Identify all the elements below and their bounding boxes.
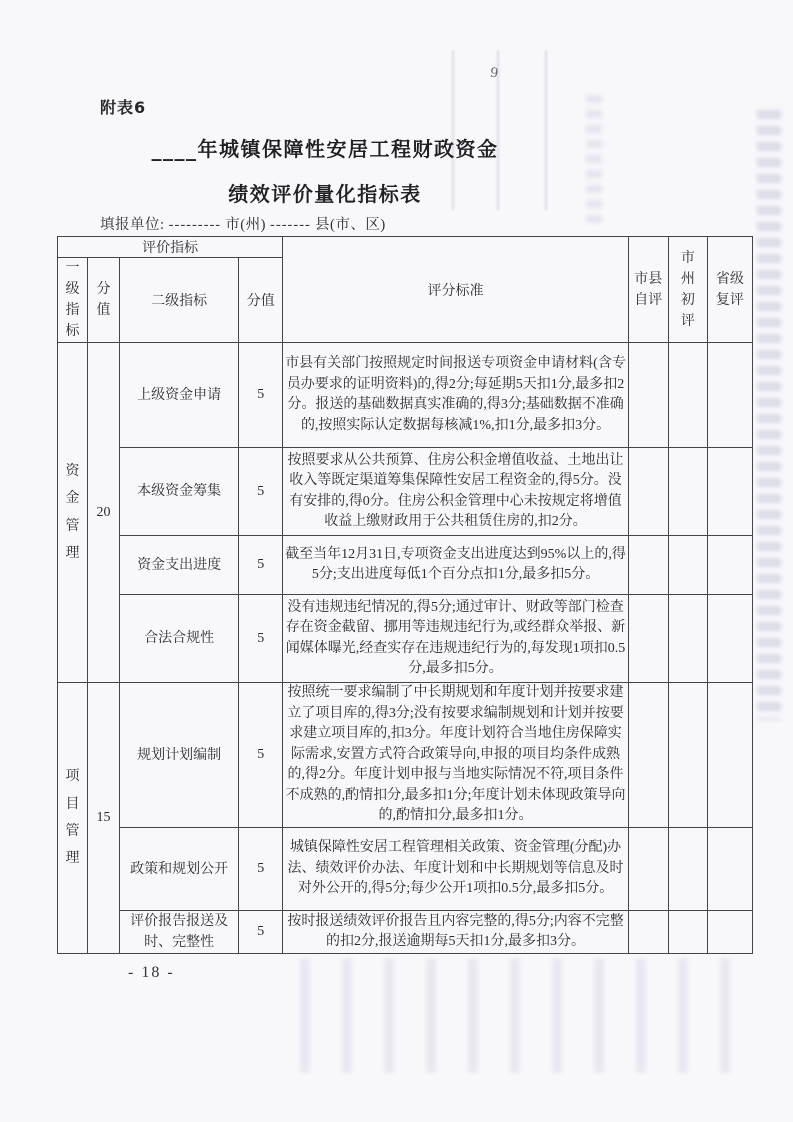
table-row <box>58 536 753 595</box>
level2-indicator-cell: 政策和规划公开 <box>120 828 239 911</box>
document-title-line2: 绩效评价量化指标表 <box>228 182 422 206</box>
header-score2: 分值 <box>239 258 283 343</box>
fill-unit-blank-city: --------- <box>168 217 222 233</box>
handwritten-mark: 9 <box>488 65 500 82</box>
level2-score-cell: 5 <box>239 343 283 448</box>
province-eval-cell <box>707 536 752 595</box>
bleed-through-text-block <box>300 958 745 1073</box>
table-row <box>58 911 753 954</box>
self-eval-cell <box>628 683 668 828</box>
page-number: - 18 - <box>128 964 175 981</box>
indicator-table <box>57 236 753 954</box>
header-province-review: 省级复评 <box>707 237 752 343</box>
criteria-cell: 城镇保障性安居工程管理相关政策、资金管理(分配)办法、绩效评价办法、年度计划和中长期规划等信息及时对外公开的,得5分;每少公开1项扣0.5分,最多扣5分。 <box>283 828 628 911</box>
self-eval-cell <box>628 343 668 448</box>
self-eval-cell <box>628 448 668 536</box>
level2-indicator-cell: 本级资金筹集 <box>120 448 239 536</box>
indicator-table-header <box>58 237 753 343</box>
level1-score-cell: 15 <box>88 683 120 954</box>
header-score1: 分值 <box>88 258 120 343</box>
province-eval-cell <box>707 683 752 828</box>
fill-unit-blank-county: ------- <box>270 217 311 233</box>
table-row <box>58 683 753 828</box>
criteria-cell: 按时报送绩效评价报告且内容完整的,得5分;内容不完整的扣2分,报送逾期每5天扣1分,最多扣3分。 <box>283 911 628 954</box>
prefecture-eval-cell <box>668 595 707 683</box>
header-eval-indicators: 评价指标 <box>58 237 283 258</box>
header-level2-indicator: 二级指标 <box>120 258 239 343</box>
level2-indicator-cell: 评价报告报送及时、完整性 <box>120 911 239 954</box>
prefecture-eval-cell <box>668 536 707 595</box>
level2-score-cell: 5 <box>239 595 283 683</box>
criteria-cell: 没有违规违纪情况的,得5分;通过审计、财政等部门检查存在资金截留、挪用等违规违纪行为,或经群众举报、新闻媒体曝光,经查实存在违规违纪行为的,每发现1项扣0.5分,最多扣5分。 <box>283 595 628 683</box>
header-scoring-criteria: 评分标准 <box>283 237 628 343</box>
header-prefecture-initial-eval: 市州初评 <box>668 237 707 343</box>
prefecture-eval-cell <box>668 911 707 954</box>
table-row <box>58 448 753 536</box>
level2-score-cell: 5 <box>239 448 283 536</box>
fill-unit-label: 填报单位: <box>100 217 165 233</box>
header-level1-indicator: 一级指标 <box>58 258 88 343</box>
self-eval-cell <box>628 536 668 595</box>
province-eval-cell <box>707 343 752 448</box>
level2-score-cell: 5 <box>239 828 283 911</box>
level1-indicator-cell: 资金管理 <box>58 343 88 683</box>
criteria-cell: 按照统一要求编制了中长期规划和年度计划并按要求建立了项目库的,得3分;没有按要求编制规划和计划并按要求建立项目库的,扣3分。年度计划符合当地住房保障实际需求,安置方式符合政策导向,申报的项目均条件成熟的,得2分。年度计划申报与当地实际情况不符,项目条件不成熟的,酌情扣分,最多扣1分;年度计划未体现政策导向的,酌情扣分,最多扣1分。 <box>283 683 628 828</box>
fill-unit-county-label: 县(市、区) <box>314 217 386 233</box>
bleed-through-text-strip <box>757 110 781 720</box>
document-title-line1: ____年城镇保障性安居工程财政资金 <box>151 137 499 161</box>
level2-score-cell: 5 <box>239 911 283 954</box>
self-eval-cell <box>628 828 668 911</box>
table-row <box>58 595 753 683</box>
table-row <box>58 343 753 448</box>
indicator-table-body <box>58 343 753 954</box>
self-eval-cell <box>628 911 668 954</box>
criteria-cell: 截至当年12月31日,专项资金支出进度达到95%以上的,得5分;支出进度每低1个百分点扣1分,最多扣5分。 <box>283 536 628 595</box>
header-city-county-self-eval: 市县自评 <box>628 237 668 343</box>
level2-indicator-cell: 资金支出进度 <box>120 536 239 595</box>
level2-score-cell: 5 <box>239 683 283 828</box>
prefecture-eval-cell <box>668 683 707 828</box>
province-eval-cell <box>707 595 752 683</box>
prefecture-eval-cell <box>668 828 707 911</box>
province-eval-cell <box>707 828 752 911</box>
province-eval-cell <box>707 911 752 954</box>
province-eval-cell <box>707 448 752 536</box>
criteria-cell: 按照要求从公共预算、住房公积金增值收益、土地出让收入等既定渠道筹集保障性安居工程资金的,得5分。没有安排的,得0分。住房公积金管理中心未按规定将增值收益上缴财政用于公共租赁住房的,扣2分。 <box>283 448 628 536</box>
level1-score-cell: 20 <box>88 343 120 683</box>
fill-unit-line <box>100 213 386 234</box>
prefecture-eval-cell <box>668 448 707 536</box>
level2-indicator-cell: 规划计划编制 <box>120 683 239 828</box>
fill-unit-city-label: 市(州) <box>225 217 266 233</box>
table-row <box>58 828 753 911</box>
level2-score-cell: 5 <box>239 536 283 595</box>
level1-indicator-cell: 项目管理 <box>58 683 88 954</box>
level2-indicator-cell: 上级资金申请 <box>120 343 239 448</box>
prefecture-eval-cell <box>668 343 707 448</box>
criteria-cell: 市县有关部门按照规定时间报送专项资金申请材料(含专员办要求的证明资料)的,得2分;每延期5天扣1分,最多扣2分。报送的基础数据真实准确的,得3分;基础数据不准确的,按照实际认定数据每核减1%,扣1分,最多扣3分。 <box>283 343 628 448</box>
self-eval-cell <box>628 595 668 683</box>
level2-indicator-cell: 合法合规性 <box>120 595 239 683</box>
annex-label: 附表6 <box>100 98 147 117</box>
